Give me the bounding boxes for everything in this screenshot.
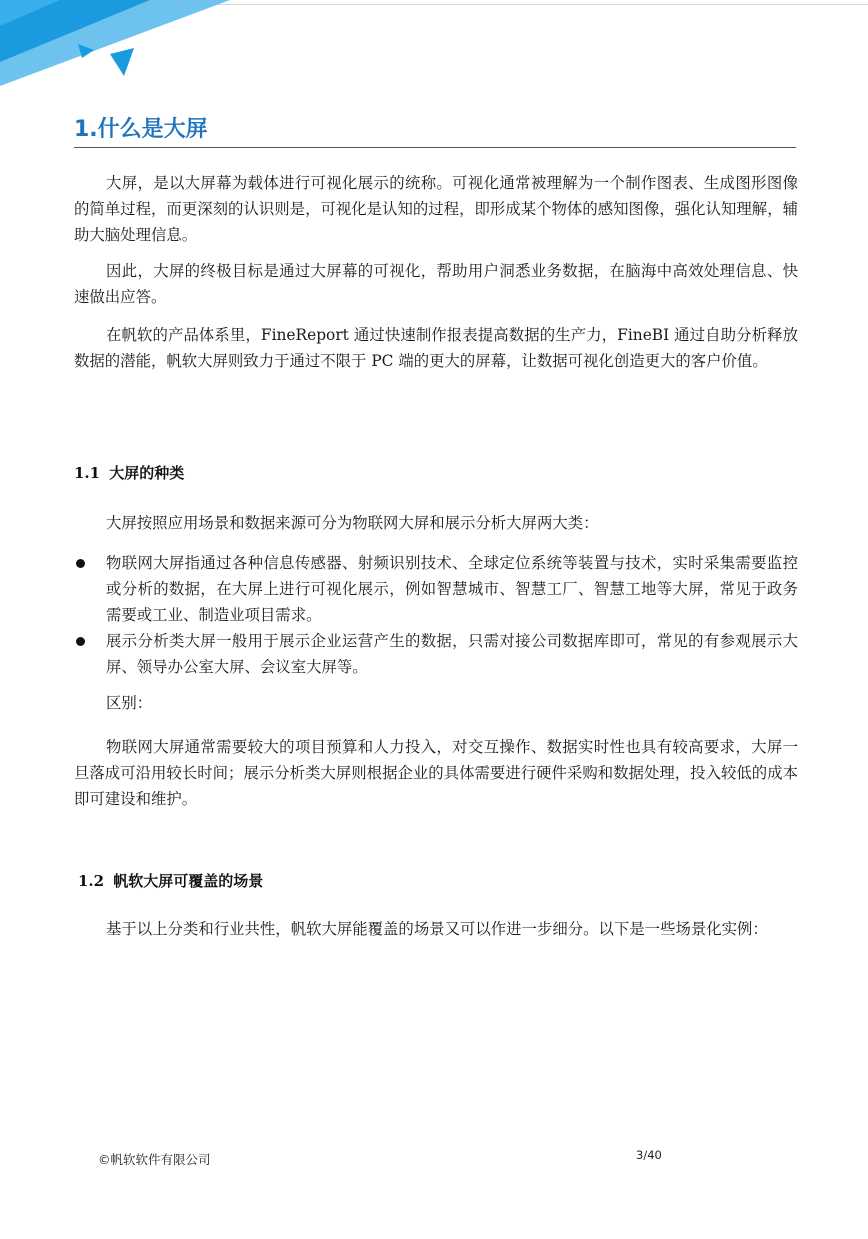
corner-decoration	[0, 0, 240, 90]
difference-paragraph: 物联网大屏通常需要较大的项目预算和人力投入，对交互操作、数据实时性也具有较高要求，大屏一旦落成可沿用较长时间；展示分析类大屏则根据企业的具体需要进行硬件采购和数据处理，投入较低的成本即可建设和维护。	[74, 738, 798, 808]
bullet-text: 物联网大屏指通过各种信息传感器、射频识别技术、全球定位系统等装置与技术，实时采集需要监控或分析的数据，在大屏上进行可视化展示，例如智慧城市、智慧工厂、智慧工地等大屏，常见于政务需要或工业、制造业项目需求。	[106, 554, 798, 624]
bullet-dot-icon	[76, 637, 85, 646]
footer-copyright: ©帆软软件有限公司	[98, 1152, 211, 1167]
section-1-2-number: 1.2	[78, 872, 105, 890]
bullet-text: 展示分析类大屏一般用于展示企业运营产生的数据，只需对接公司数据库即可，常见的有参观展示大屏、领导办公室大屏、会议室大屏等。	[106, 632, 798, 676]
section-1-2-title: 帆软大屏可覆盖的场景	[113, 872, 264, 890]
footer-page-number: 3/40	[636, 1148, 662, 1162]
section-1-2-paragraph: 基于以上分类和行业共性，帆软大屏能覆盖的场景又可以作进一步细分。以下是一些场景化实例：	[106, 920, 768, 938]
section-1-1-number: 1.1	[74, 464, 101, 482]
section-1-2-heading	[78, 870, 678, 892]
category-bullet-list	[74, 550, 798, 680]
section-1-1-intro: 大屏按照应用场景和数据来源可分为物联网大屏和展示分析大屏两大类：	[106, 514, 599, 532]
bullet-dot-icon	[76, 559, 85, 568]
section-1-paragraph-2: 因此，大屏的终极目标是通过大屏幕的可视化，帮助用户洞悉业务数据，在脑海中高效处理信息、快速做出应答。	[74, 262, 798, 306]
section-1-1-heading	[74, 462, 674, 484]
section-1-title: 1.什么是大屏	[74, 117, 208, 142]
bullet-item	[74, 628, 798, 680]
bullet-item	[74, 550, 798, 628]
title-underline	[74, 147, 796, 148]
section-1-1-title: 大屏的种类	[109, 464, 185, 482]
difference-label: 区别：	[106, 694, 153, 712]
section-1-paragraph-3: 在帆软的产品体系里，FineReport 通过快速制作报表提高数据的生产力，FineBI 通过自助分析释放数据的潜能，帆软大屏则致力于通过不限于 PC 端的更大的屏幕，让数据可视化创造更大的客户价值。	[74, 326, 798, 370]
section-1-paragraph-1: 大屏，是以大屏幕为载体进行可视化展示的统称。可视化通常被理解为一个制作图表、生成图形图像的简单过程，而更深刻的认识则是，可视化是认知的过程，即形成某个物体的感知图像，强化认知理解，辅助大脑处理信息。	[74, 174, 798, 244]
